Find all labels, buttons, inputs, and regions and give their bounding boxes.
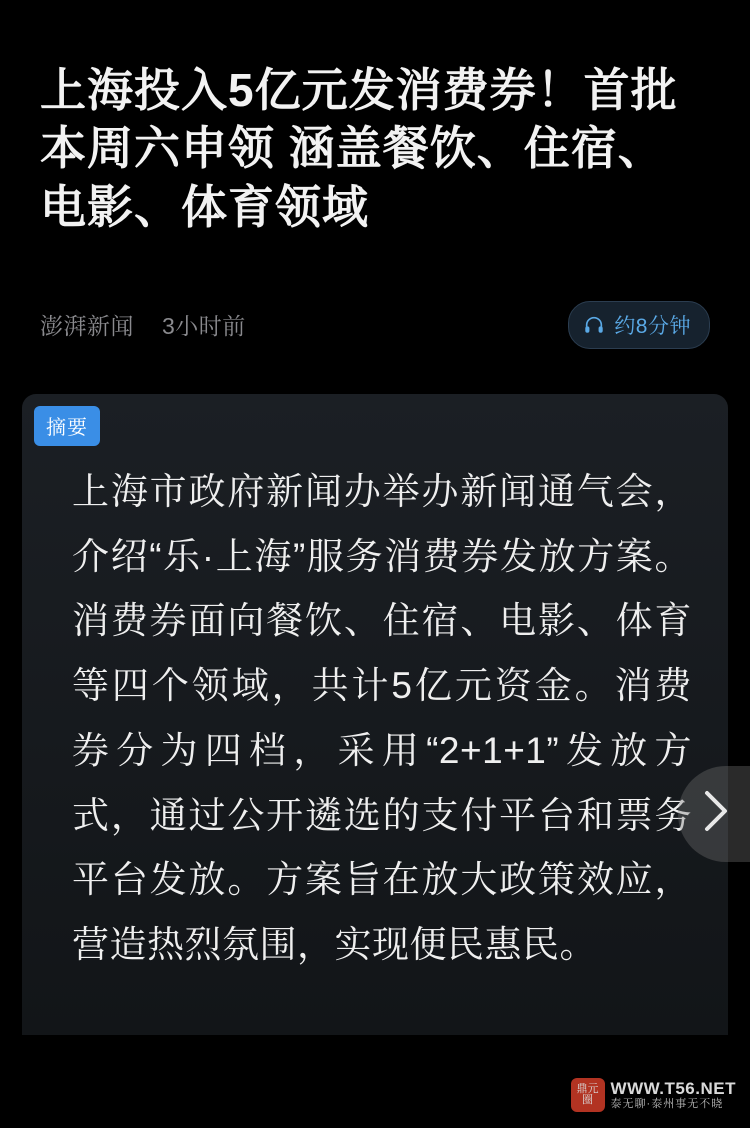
listen-audio-button[interactable] [568, 301, 710, 349]
article-source: 澎湃新闻 [40, 313, 134, 340]
summary-text: 上海市政府新闻办举办新闻通气会，介绍“乐·上海”服务消费券发放方案。消费券面向餐饮、住宿、电影、体育等四个领域，共计5亿元资金。消费券分为四档，采用“2+1+1”发放方式，通过公开遴选的支付平台和票务平台发放。方案旨在放大政策效应，营造热烈氛围，实现便民惠民。 [72, 470, 692, 966]
summary-badge: 摘要 [34, 406, 100, 446]
chevron-right-icon [694, 785, 734, 842]
site-watermark [571, 1078, 736, 1112]
watermark-badge-line2: 圈 [582, 1093, 594, 1106]
article-page [0, 31, 750, 1128]
watermark-badge-line1: 鼎元 [576, 1082, 599, 1095]
watermark-slogan: 泰无聊·泰州事无不晓 [610, 1098, 724, 1111]
article-timestamp: 3小时前 [162, 313, 246, 340]
headphone-icon [583, 314, 605, 336]
article-meta [0, 267, 750, 349]
summary-card [22, 394, 728, 1035]
audio-duration-label: 约8分钟 [614, 314, 691, 338]
watermark-logo-icon [571, 1078, 605, 1112]
page-title: 上海投入5亿元发消费券！首批本周六申领 涵盖餐饮、住宿、电影、体育领域 [40, 63, 678, 233]
watermark-url: WWW.T56.NET [610, 1078, 736, 1098]
